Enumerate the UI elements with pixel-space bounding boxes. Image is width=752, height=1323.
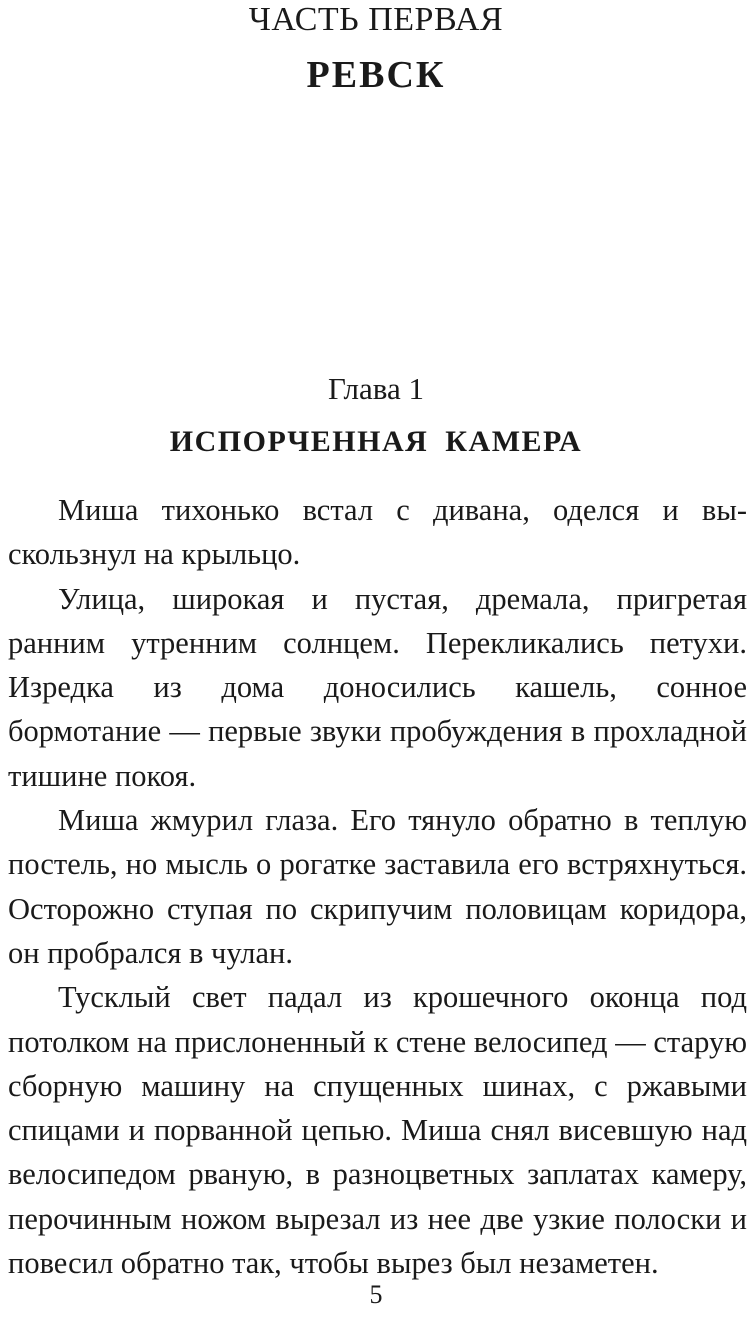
page-number: 5 xyxy=(369,1280,383,1309)
paragraph: Улица, широкая и пустая, дремала, пригретая ранним утренним солнцем. Перекликались петухи. Изредка из дома доносились кашель, сонное бормотание — первые звуки пробуждения в прохладной тишине покоя. xyxy=(8,581,747,793)
body-text xyxy=(8,488,747,1285)
part-title: РЕВСК xyxy=(306,54,446,96)
chapter-title: ИСПОРЧЕННАЯ КАМЕРА xyxy=(169,425,583,458)
part-label: ЧАСТЬ ПЕРВАЯ xyxy=(248,1,504,38)
paragraph: Тусклый свет падал из крошечного оконца под потолком на прислоненный к стене велосипед — старую сборную машину на спущенных шинах, с ржавыми спицами и порванной цепью. Миша снял висевшую над велосипедом рваную, в разноцветных заплатах камеру, перочинным ножом вырезал из нее две узкие полоски и повесил обратно так, чтобы вырез был незаметен. xyxy=(8,980,747,1281)
paragraph: Миша жмурил глаза. Его тянуло обратно в теплую постель, но мысль о рогатке заставила его встряхнуться. Осторожно ступая по скрипучим половицам коридора, он пробрался в чулан. xyxy=(8,803,747,970)
paragraph: Миша тихонько встал с дивана, оделся и выскользнул на крыльцо. xyxy=(8,493,747,572)
chapter-label: Глава 1 xyxy=(327,371,425,406)
